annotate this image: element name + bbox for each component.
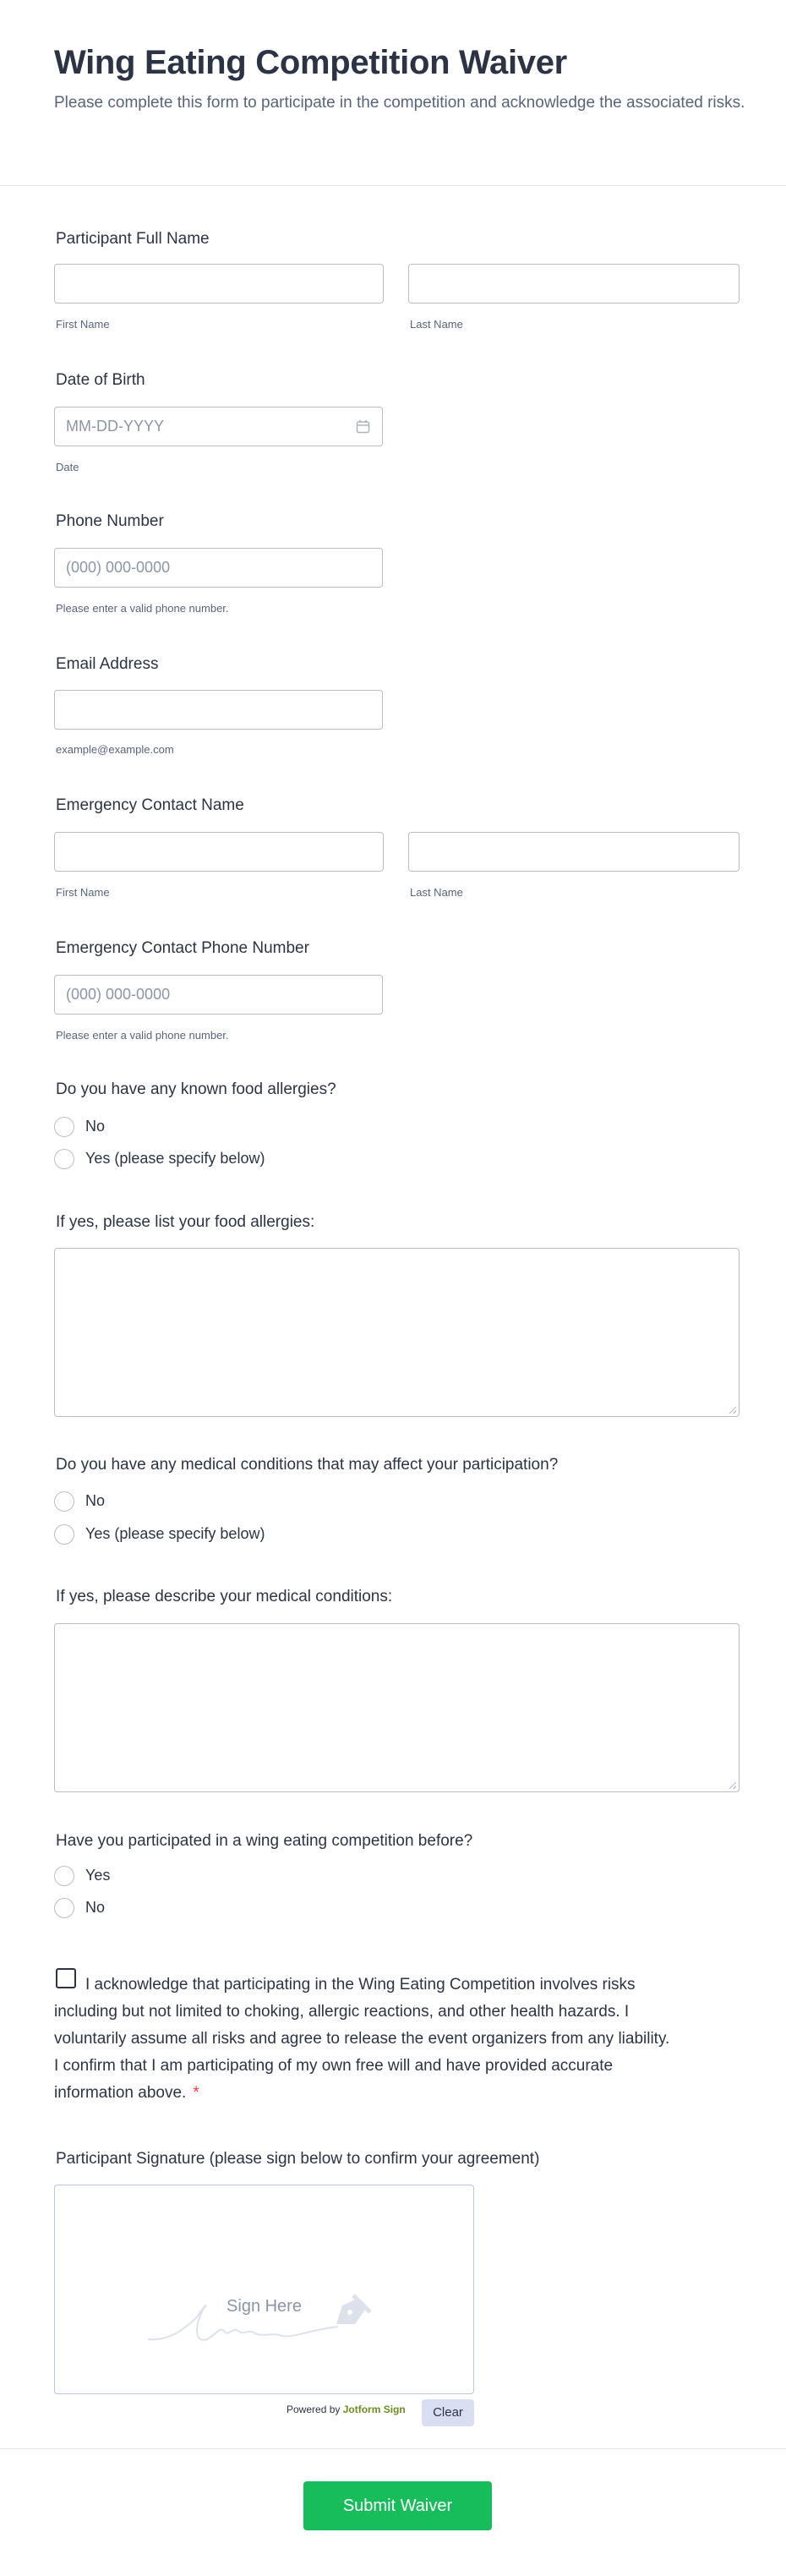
emergency-first-name-input[interactable] (54, 832, 384, 872)
resize-handle-icon[interactable] (729, 1407, 736, 1414)
jotform-sign-link[interactable]: Jotform Sign (342, 2404, 406, 2415)
footer-divider (0, 2448, 786, 2449)
email-input[interactable] (54, 690, 383, 730)
resize-handle-icon[interactable] (729, 1782, 736, 1789)
calendar-icon[interactable] (356, 419, 370, 434)
allergies-radio-yes[interactable] (54, 1149, 74, 1169)
first-name-input[interactable] (54, 264, 384, 304)
participated-option-yes[interactable]: Yes (85, 1867, 111, 1884)
sign-here-placeholder: Sign Here (227, 2297, 302, 2316)
phone-input[interactable] (54, 548, 383, 588)
medical-desc-textarea[interactable] (54, 1623, 740, 1792)
last-name-input[interactable] (408, 264, 740, 304)
medical-option-yes[interactable]: Yes (please specify below) (85, 1525, 265, 1542)
emergency-phone-label: Emergency Contact Phone Number (56, 939, 309, 957)
first-name-sublabel: First Name (56, 318, 110, 331)
header-divider (0, 185, 786, 186)
allergies-list-textarea[interactable] (54, 1248, 740, 1417)
participated-radio-no[interactable] (54, 1898, 74, 1918)
email-label: Email Address (56, 655, 159, 673)
emergency-first-sublabel: First Name (56, 886, 110, 899)
phone-label: Phone Number (56, 512, 164, 530)
dob-label: Date of Birth (56, 371, 145, 389)
emergency-phone-input[interactable] (54, 975, 383, 1015)
emergency-last-sublabel: Last Name (410, 886, 463, 899)
form-subtitle: Please complete this form to participate in the competition and acknowledge the associated risks. (54, 94, 745, 112)
signature-label: Participant Signature (please sign below to confirm your agreement) (56, 2150, 540, 2168)
dob-input[interactable] (54, 407, 383, 446)
required-mark: * (193, 2084, 199, 2102)
clear-signature-button[interactable]: Clear (422, 2399, 474, 2426)
medical-radio-yes[interactable] (54, 1524, 74, 1545)
signature-scribble-icon (144, 2280, 380, 2348)
allergies-radio-no[interactable] (54, 1117, 74, 1137)
powered-by-text (287, 2404, 406, 2415)
emergency-phone-sublabel: Please enter a valid phone number. (56, 1029, 229, 1042)
allergies-list-label: If yes, please list your food allergies: (56, 1213, 315, 1231)
medical-option-no[interactable]: No (85, 1492, 106, 1509)
emergency-phone-placeholder: (000) 000-0000 (66, 986, 171, 1003)
allergies-option-no[interactable]: No (85, 1118, 106, 1135)
powered-by-label: Powered by (287, 2404, 341, 2415)
participated-option-no[interactable]: No (85, 1899, 106, 1916)
allergies-question: Do you have any known food allergies? (56, 1080, 336, 1098)
medical-radio-no[interactable] (54, 1491, 74, 1512)
submit-button[interactable]: Submit Waiver (303, 2481, 492, 2530)
emergency-last-name-input[interactable] (408, 832, 740, 872)
email-sublabel: example@example.com (56, 743, 174, 756)
emergency-name-label: Emergency Contact Name (56, 796, 244, 814)
acknowledge-text (54, 1972, 671, 2107)
medical-question: Do you have any medical conditions that may affect your participation? (56, 1456, 559, 1474)
dob-placeholder: MM-DD-YYYY (66, 418, 164, 435)
last-name-sublabel: Last Name (410, 318, 463, 331)
phone-placeholder: (000) 000-0000 (66, 559, 171, 576)
participated-question: Have you participated in a wing eating competition before? (56, 1832, 473, 1850)
allergies-option-yes[interactable]: Yes (please specify below) (85, 1150, 265, 1167)
medical-desc-label: If yes, please describe your medical conditions: (56, 1588, 393, 1605)
participated-radio-yes[interactable] (54, 1866, 74, 1886)
phone-sublabel: Please enter a valid phone number. (56, 602, 229, 615)
signature-pad[interactable] (54, 2185, 474, 2394)
acknowledge-label[interactable]: I acknowledge that participating in the Wing Eating Competition involves risks including but not limited to choking, allergic reactions, and other health hazards. I voluntarily assume all risks and agree to release the event organizers from any liability. I confirm that I am participating of my own free will and have provided accurate information above. (54, 1976, 670, 2102)
dob-sublabel: Date (56, 461, 79, 473)
form-title: Wing Eating Competition Waiver (54, 44, 567, 81)
full-name-label: Participant Full Name (56, 230, 210, 248)
